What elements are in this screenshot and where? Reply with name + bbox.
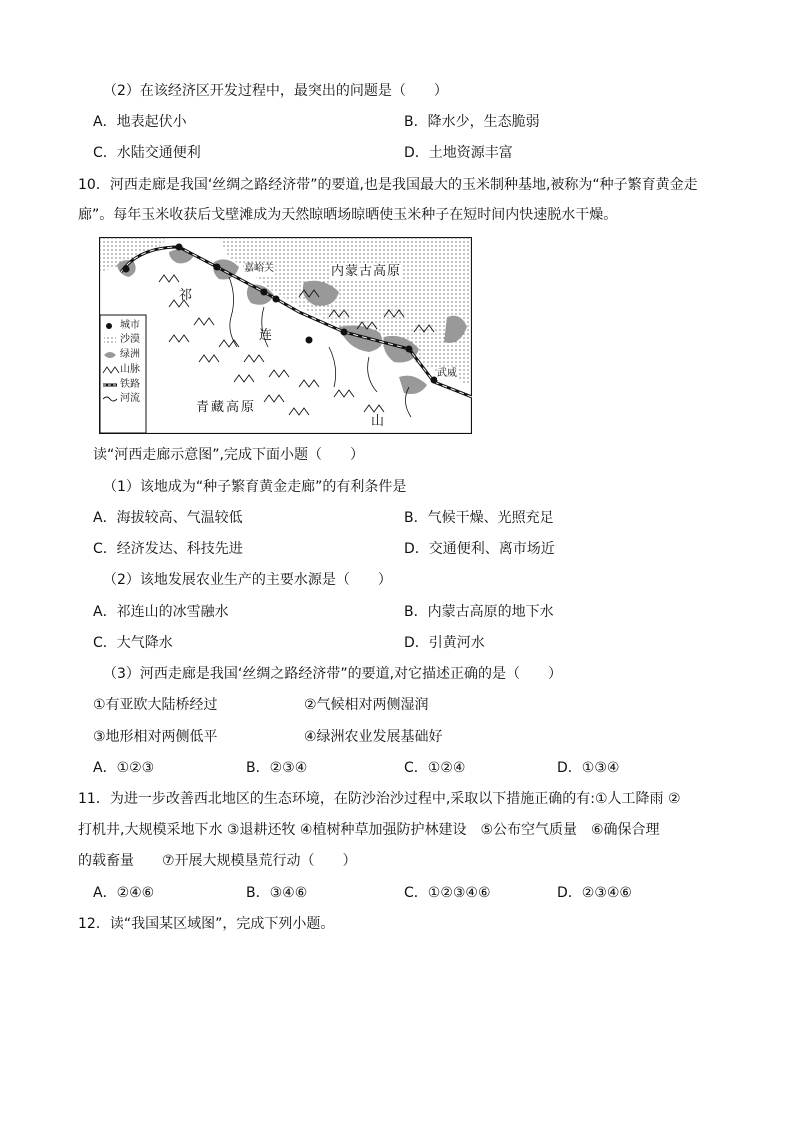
question-10-stem-line1: 10．河西走廊是我国‘丝绸之路经济带”的要道,也是我国最大的玉米制种基地,被称为“种子繁育黄金走 — [78, 177, 698, 193]
option-c[interactable]: C．①②③④⑥ — [404, 885, 491, 901]
legend-railway: 铁路 — [120, 379, 140, 390]
option-a[interactable]: A．祁连山的冰雪融水 — [93, 604, 229, 620]
statement-4: ④绿洲农业发展基础好 — [304, 729, 443, 745]
option-a[interactable]: A．②④⑥ — [93, 885, 155, 901]
question-12-stem: 12．读“我国某区域图”，完成下列小题。 — [78, 916, 335, 932]
question-11-stem-line3: 的载畜量 ⑦开展大规模垦荒行动（ ） — [78, 853, 357, 869]
map-intro: 读“河西走廊示意图”,完成下面小题（ ） — [93, 447, 364, 463]
map-label-lian: 连 — [259, 328, 273, 343]
option-b[interactable]: B．气候干燥、光照充足 — [404, 510, 554, 526]
sub-question-1-stem: （1）该地成为“种子繁育黄金走廊”的有利条件是 — [103, 479, 407, 495]
hexi-corridor-map — [99, 237, 472, 434]
legend-mountain: 山脉 — [120, 364, 140, 375]
map-label-qi: 祁 — [179, 288, 193, 303]
map-label-shan: 山 — [371, 414, 385, 429]
option-d[interactable]: D．土地资源丰富 — [404, 145, 513, 161]
option-d[interactable]: D．②③④⑥ — [557, 885, 632, 901]
option-d[interactable]: D．①③④ — [557, 760, 620, 776]
statement-1: ①有亚欧大陆桥经过 — [93, 697, 218, 713]
map-label-neimenggu: 内蒙古高原 — [331, 264, 402, 279]
option-c[interactable]: C．大气降水 — [93, 635, 173, 651]
option-c[interactable]: C．①②④ — [404, 760, 466, 776]
option-a[interactable]: A．地表起伏小 — [93, 114, 187, 130]
option-d[interactable]: D．引黄河水 — [404, 635, 485, 651]
map-figure — [99, 237, 472, 434]
sub-question-3-stem: （3）河西走廊是我国‘丝绸之路经济带”的要道,对它描述正确的是（ ） — [103, 666, 563, 682]
legend-river: 河流 — [120, 393, 140, 404]
option-b[interactable]: B．降水少，生态脆弱 — [404, 114, 540, 130]
legend-city: 城市 — [120, 320, 140, 331]
question-stem: （2）在该经济区开发过程中，最突出的问题是（ ） — [103, 83, 448, 99]
legend-desert: 沙漠 — [120, 334, 140, 345]
option-c[interactable]: C．经济发达、科技先进 — [93, 541, 243, 557]
statement-2: ②气候相对两侧湿润 — [304, 697, 429, 713]
legend-oasis: 绿洲 — [120, 349, 140, 360]
sub-question-2-stem: （2）该地发展农业生产的主要水源是（ ） — [103, 572, 392, 588]
option-b[interactable]: B．③④⑥ — [246, 885, 308, 901]
option-a[interactable]: A．海拔较高、气温较低 — [93, 510, 243, 526]
option-d[interactable]: D．交通便利、离市场近 — [404, 541, 555, 557]
map-label-jiayuguan: 嘉峪关 — [244, 263, 274, 274]
statement-3: ③地形相对两侧低平 — [93, 729, 218, 745]
question-10-stem-line2: 廊”。每年玉米收获后戈壁滩成为天然晾晒场晾晒使玉米种子在短时间内快速脱水干燥。 — [78, 207, 618, 223]
question-11-stem-line2: 打机井,大规模采地下水 ③退耕还牧 ④植树种草加强防护林建设 ⑤公布空气质量 ⑥确保合理 — [78, 822, 660, 838]
option-b[interactable]: B．内蒙古高原的地下水 — [404, 604, 554, 620]
map-label-wuwei: 武威 — [437, 368, 457, 379]
option-a[interactable]: A．①②③ — [93, 760, 155, 776]
question-11-stem-line1: 11．为进一步改善西北地区的生态环境，在防沙治沙过程中,采取以下措施正确的有:①人工降雨 ② — [78, 791, 681, 807]
option-c[interactable]: C．水陆交通便利 — [93, 145, 201, 161]
map-label-qingzang: 青藏高原 — [196, 400, 257, 415]
option-b[interactable]: B．②③④ — [246, 760, 308, 776]
